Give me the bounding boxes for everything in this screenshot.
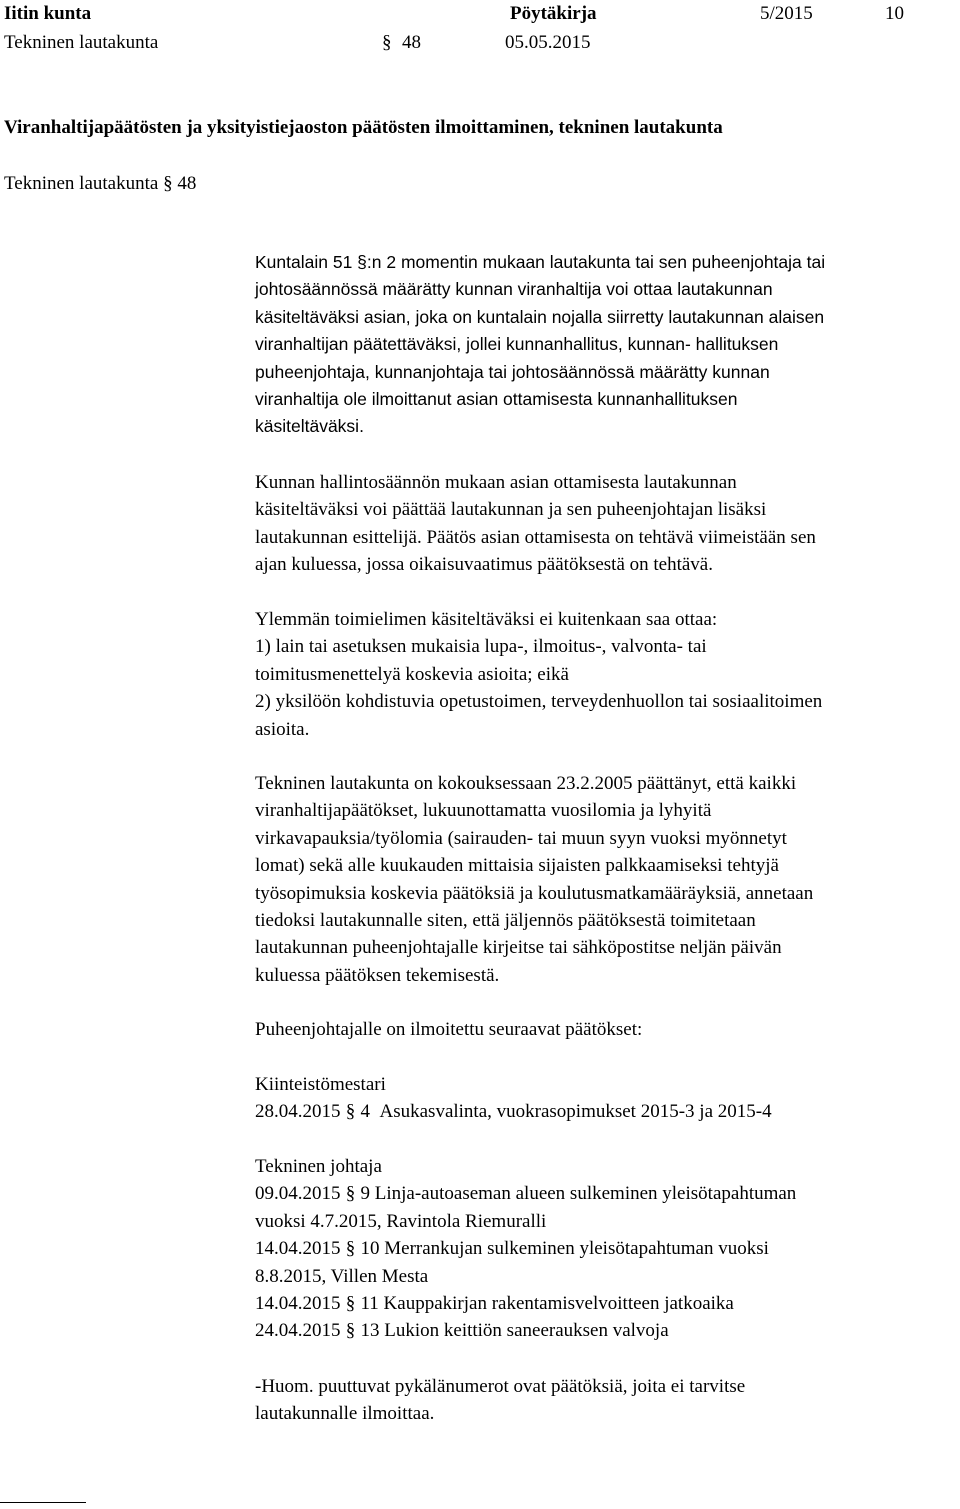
section-ref-committee: Tekninen lautakunta [4, 173, 159, 194]
section-number: 48 [402, 32, 421, 53]
decision-item [255, 1317, 955, 1344]
paragraph-line: johtosäännössä määrätty kunnan viranhaltija voi ottaa lautakunnan [255, 279, 773, 300]
municipality-name: Iitin kunta [4, 3, 92, 24]
section-mark: § [345, 1238, 356, 1260]
section-mark: § [345, 1292, 356, 1314]
decision-continuation: 8.8.2015, Villen Mesta [255, 1265, 429, 1287]
decision-number: 9 [360, 1183, 370, 1205]
paragraph-line: lautakunnan puheenjohtajalle kirjeitse tai sähköpostitse neljän päivän [255, 937, 782, 959]
paragraph-line: kuluessa päätöksen tekemisestä. [255, 964, 500, 986]
paragraph-line: käsiteltäväksi asian, joka on kuntalain nojalla siirretty lautakunnan alaisen [255, 306, 825, 327]
group-heading: Kiinteistömestari [255, 1074, 386, 1095]
decision-continuation: vuoksi 4.7.2015, Ravintola Riemuralli [255, 1210, 547, 1232]
paragraph-line: asioita. [255, 718, 310, 740]
group-heading: Tekninen johtaja [255, 1156, 382, 1177]
paragraph-line: tiedoksi lautakunnalle siten, että jäljennös päätöksestä toimitetaan [255, 909, 756, 931]
decision-number: 4 [360, 1101, 370, 1123]
paragraph-line: Tekninen lautakunta on kokouksessaan 23.2.2005 päättänyt, että kaikki [255, 773, 797, 794]
paragraph-line: toimitusmenettelyä koskevia asioita; eikä [255, 663, 569, 685]
decision-date: 28.04.2015 [255, 1101, 341, 1123]
section-ref-number: 48 [177, 173, 197, 194]
decision-text: Linja-autoaseman alueen sulkeminen yleisötapahtuman [374, 1183, 797, 1205]
decision-date: 09.04.2015 [255, 1183, 341, 1205]
paragraph-line: käsiteltäväksi. [255, 416, 364, 437]
paragraph-kuntalaki [255, 249, 955, 441]
paragraph-line: 1) lain tai asetuksen mukaisia lupa-, ilmoitus-, valvonta- tai [255, 636, 707, 658]
page-title: Viranhaltijapäätösten ja yksityistiejaoston päätösten ilmoittaminen, tekninen lautakunta [4, 117, 723, 138]
section-mark: § [345, 1183, 356, 1205]
decision-text: Kauppakirjan rakentamisvelvoitteen jatkoaika [383, 1292, 734, 1314]
paragraph-line: Ylemmän toimielimen käsiteltäväksi ei kuitenkaan saa ottaa: [255, 609, 718, 630]
document-type: Pöytäkirja [510, 3, 597, 24]
decision-item [255, 1235, 955, 1262]
section-ref-mark: § [163, 173, 173, 194]
paragraph-line: 2) yksilöön kohdistuvia opetustoimen, terveydenhuollon tai sosiaalitoimen [255, 691, 823, 713]
decision-number: 11 [360, 1292, 379, 1314]
paragraph-decision-2005 [255, 770, 955, 989]
paragraph-notified [255, 1016, 955, 1043]
paragraph-line: Puheenjohtajalle on ilmoitettu seuraavat päätökset: [255, 1019, 643, 1040]
committee-name: Tekninen lautakunta [4, 32, 159, 53]
decision-item [255, 1290, 955, 1317]
paragraph-line: ajan kuluessa, jossa oikaisuvaatimus päätöksestä on tehtävä. [255, 554, 713, 576]
paragraph-line: puheenjohtaja, kunnanjohtaja tai johtosäännössä määrätty kunnan [255, 361, 770, 382]
paragraph-hallintosaanto [255, 469, 955, 579]
note-line: lautakunnalle ilmoittaa. [255, 1403, 435, 1425]
section-mark: § [345, 1320, 356, 1342]
decision-number: 13 [360, 1320, 380, 1342]
meeting-date: 05.05.2015 [505, 32, 591, 53]
section-reference [4, 170, 196, 197]
decision-number: 10 [360, 1238, 380, 1260]
decision-date: 14.04.2015 [255, 1238, 341, 1260]
decision-group-tekninen-johtaja [255, 1153, 955, 1345]
decision-item [255, 1098, 955, 1125]
paragraph-line: viranhaltija ole ilmoittanut asian ottamisesta kunnanhallituksen [255, 388, 738, 409]
paragraph-line: Kuntalain 51 §:n 2 momentin mukaan lautakunta tai sen puheenjohtaja tai [255, 252, 826, 272]
decision-group-kiinteistomestari [255, 1071, 955, 1126]
decision-text: Lukion keittiön saneerauksen valvoja [384, 1320, 669, 1342]
paragraph-line: lomat) sekä alle kuukauden mittaisia sijaisten palkkaamiseksi tehtyjä [255, 855, 779, 877]
decision-text: Merrankujan sulkeminen yleisötapahtuman vuoksi [384, 1238, 769, 1260]
paragraph-line: virkavapauksia/työlomia (sairauden- tai muun syyn vuoksi myönnetyt [255, 827, 787, 849]
decision-item [255, 1180, 955, 1207]
paragraph-line: viranhaltijan päätettäväksi, jollei kunnanhallitus, kunnan- hallituksen [255, 334, 779, 355]
note-missing-sections [255, 1373, 955, 1428]
paragraph-line: lautakunnan esittelijä. Päätös asian ottamisesta on tehtävä viimeistään sen [255, 526, 816, 548]
paragraph-line: käsiteltäväksi voi päättää lautakunnan ja sen puheenjohtajan lisäksi [255, 499, 767, 521]
decision-date: 14.04.2015 [255, 1292, 341, 1314]
section-mark: § [382, 32, 392, 53]
paragraph-exceptions [255, 606, 955, 743]
paragraph-line: viranhaltijapäätökset, lukuunottamatta vuosilomia ja lyhyitä [255, 800, 712, 822]
paragraph-line: työsopimuksia koskevia päätöksiä ja koulutusmatkamääräyksiä, annetaan [255, 882, 814, 904]
footer-rule [0, 1502, 86, 1503]
page-number: 10 [885, 3, 904, 24]
paragraph-line: Kunnan hallintosäännön mukaan asian ottamisesta lautakunnan [255, 472, 737, 493]
section-mark: § [345, 1101, 356, 1123]
note-line: -Huom. puuttuvat pykälänumerot ovat päätöksiä, joita ei tarvitse [255, 1376, 746, 1397]
decision-date: 24.04.2015 [255, 1320, 341, 1342]
decision-text: Asukasvalinta, vuokrasopimukset 2015-3 ja 2015-4 [379, 1101, 772, 1123]
document-number: 5/2015 [760, 3, 813, 24]
